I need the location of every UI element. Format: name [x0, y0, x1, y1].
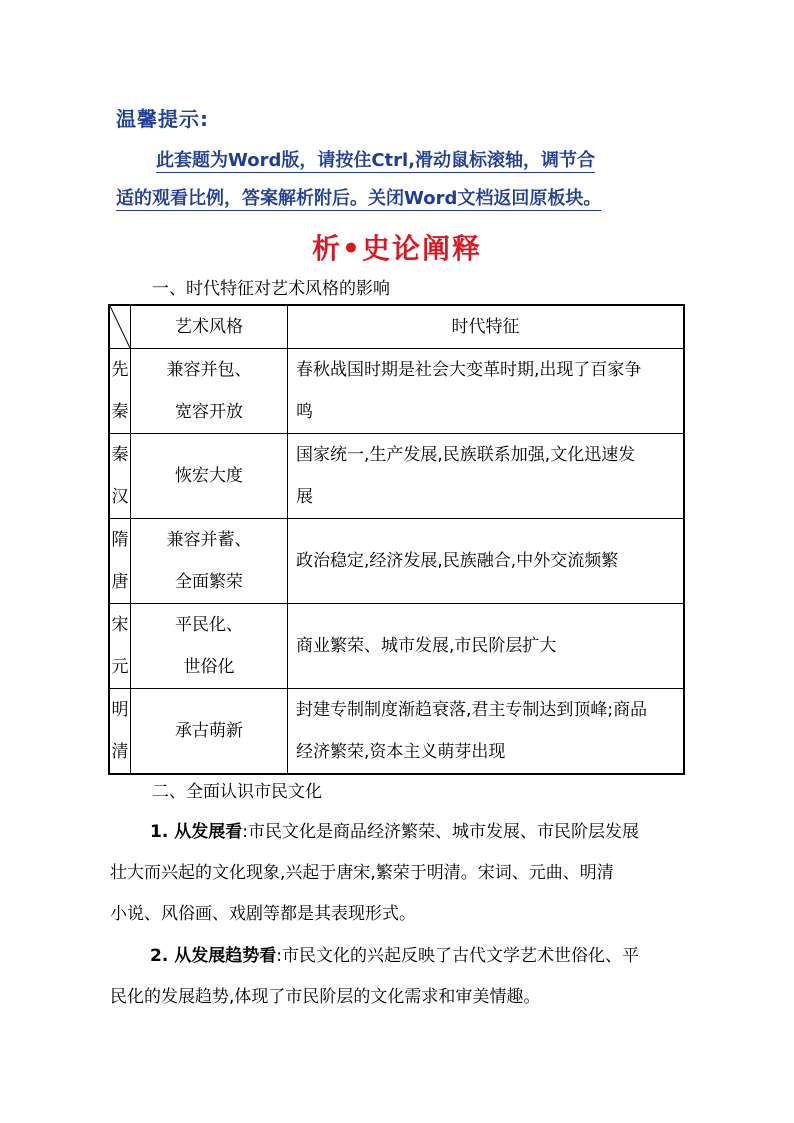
- tip-line-2: 适的观看比例，答案解析附后。关闭Word文档返回原板块。: [116, 188, 602, 209]
- para1-line3: 小说、风俗画、戏剧等都是其表现形式。: [110, 904, 416, 924]
- table-header-row: [109, 305, 684, 349]
- style-cell: 承古萌新: [131, 689, 288, 775]
- style-cell: 兼容并包、 宽容开放: [131, 349, 288, 434]
- para1-lead: 1. 从发展看: [150, 822, 243, 842]
- table-row: [109, 604, 684, 689]
- era-cell: 明 清: [109, 689, 131, 775]
- tip-title: 温馨提示:: [116, 107, 209, 131]
- feature-cell: 封建专制制度渐趋衰落,君主专制达到顶峰;商品 经济繁荣,资本主义萌芽出现: [288, 689, 685, 775]
- style-cell: 恢宏大度: [131, 434, 288, 519]
- feature-cell: 政治稳定,经济发展,民族融合,中外交流频繁: [288, 519, 685, 604]
- feature-cell: 春秋战国时期是社会大变革时期,出现了百家争 鸣: [288, 349, 685, 434]
- diagonal-corner-cell: [109, 305, 131, 349]
- section-title: 析•史论阐释: [312, 232, 482, 265]
- table-row: [109, 349, 684, 434]
- para2-lead: 2. 从发展趋势看: [150, 946, 277, 966]
- paragraph-development: [110, 812, 685, 935]
- para2-line1: :市民文化的兴起反映了古代文学艺术世俗化、平: [276, 946, 639, 966]
- style-cell: 兼容并蓄、 全面繁荣: [131, 519, 288, 604]
- table-row: [109, 519, 684, 604]
- era-cell: 宋 元: [109, 604, 131, 689]
- para2-line2: 民化的发展趋势,体现了市民阶层的文化需求和审美情趣。: [110, 987, 541, 1007]
- subtitle-art-style-influence: 一、时代特征对艺术风格的影响: [152, 279, 390, 299]
- diagonal-line: [110, 306, 130, 348]
- era-cell: 秦 汉: [109, 434, 131, 519]
- subtitle-citizen-culture: 二、全面认识市民文化: [152, 782, 322, 802]
- para1-line1: :市民文化是商品经济繁荣、城市发展、市民阶层发展: [242, 822, 639, 842]
- era-style-table: [108, 304, 685, 775]
- feature-cell: 商业繁荣、城市发展,市民阶层扩大: [288, 604, 685, 689]
- era-cell: 隋 唐: [109, 519, 131, 604]
- para1-line2: 壮大而兴起的文化现象,兴起于唐宋,繁荣于明清。宋词、元曲、明清: [110, 863, 614, 883]
- header-era-feature: 时代特征: [288, 305, 685, 349]
- header-art-style: 艺术风格: [131, 305, 288, 349]
- table-row: [109, 434, 684, 519]
- tip-body: [116, 142, 686, 218]
- table-row: [109, 689, 684, 775]
- feature-cell: 国家统一,生产发展,民族联系加强,文化迅速发 展: [288, 434, 685, 519]
- style-cell: 平民化、 世俗化: [131, 604, 288, 689]
- paragraph-trend: [110, 936, 685, 1018]
- tip-line-1: 此套题为Word版，请按住Ctrl,滑动鼠标滚轴，调节合: [156, 150, 596, 171]
- era-cell: 先 秦: [109, 349, 131, 434]
